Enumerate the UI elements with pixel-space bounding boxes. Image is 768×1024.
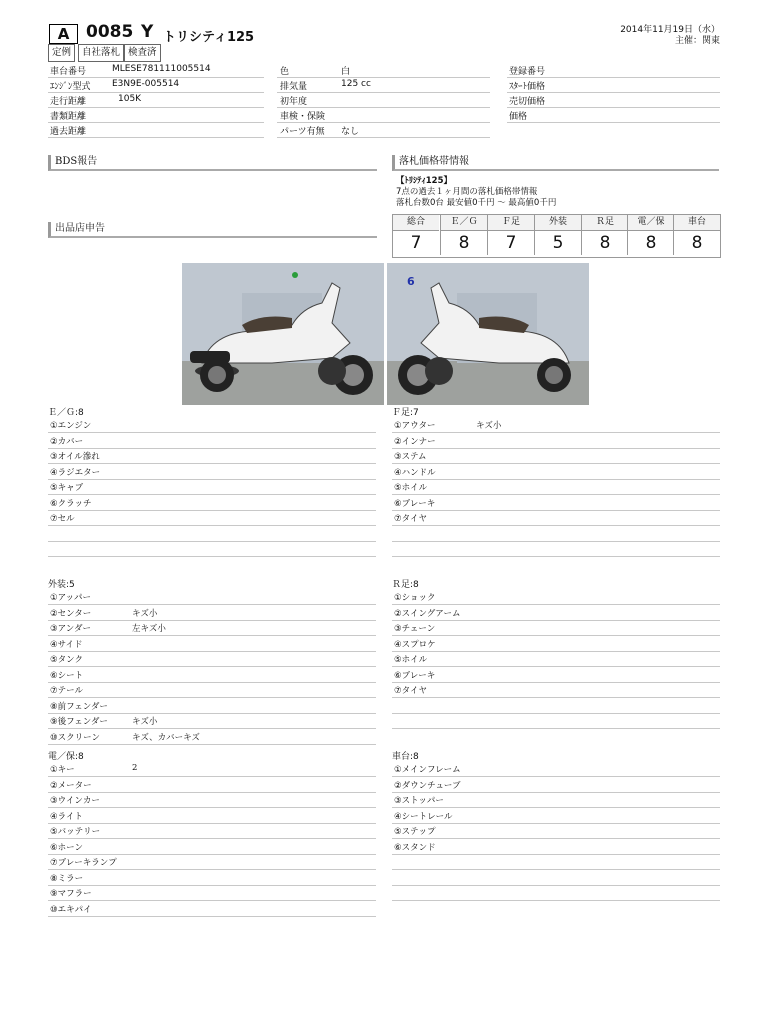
checklist-item: ⑤ホイル (394, 483, 428, 493)
checklist-row (392, 433, 720, 449)
checklist-item: ①ショック (394, 593, 436, 603)
checklist-row (392, 808, 720, 824)
score-label: 車台 (674, 215, 720, 231)
score-value: 5 (552, 233, 564, 253)
checklist-row (392, 589, 720, 605)
checklist-item: ⑥ホーン (50, 842, 83, 853)
frame-checklist-title: 車台:8 (392, 752, 419, 762)
checklist-item: ③ストッパー (394, 796, 444, 806)
checklist-item: ⑥スタンド (394, 842, 436, 853)
checklist-row (48, 901, 376, 917)
checklist-row (48, 636, 376, 652)
info-row-registration-number (507, 63, 720, 78)
info-row-price (507, 108, 720, 123)
checklist-row (392, 792, 720, 808)
score-label: Ｆ足 (488, 215, 534, 231)
scooter-left-image (182, 263, 384, 405)
info-row-start-price (507, 78, 720, 93)
checklist-row (392, 870, 720, 886)
checklist-row (392, 605, 720, 621)
checklist-row (392, 682, 720, 698)
checklist-note: キズ小 (132, 608, 158, 619)
score-label: 総合 (393, 215, 439, 231)
checklist-row (48, 885, 376, 901)
info-label: 書類距離 (50, 112, 87, 122)
checklist-item: ②ダウンチューブ (394, 780, 461, 791)
checklist-item: ②スイングアーム (394, 608, 461, 619)
grade-badge: A (49, 24, 78, 44)
price-info-line1: 7点の過去１ヶ月間の落札価格帯情報 (396, 187, 538, 197)
checklist-item: ⑦テール (50, 686, 83, 696)
score-value: 8 (691, 233, 703, 253)
score-label: 電／保 (628, 215, 674, 231)
checklist-item: ⑦タイヤ (394, 686, 427, 696)
info-row-displacement (277, 78, 490, 93)
engine-checklist-title: Ｅ／Ｇ:8 (48, 408, 84, 418)
info-label: 過去距離 (50, 127, 87, 137)
photo-right-side[interactable] (387, 263, 589, 405)
info-label: 色 (280, 67, 290, 77)
score-label: Ｅ／Ｇ (441, 215, 487, 231)
checklist-item: ④サイド (50, 639, 83, 650)
info-label: 走行距離 (50, 97, 87, 107)
info-value: 白 (341, 67, 351, 77)
checklist-row (392, 667, 720, 683)
checklist-item: ④ハンドル (394, 467, 436, 478)
checklist-row (48, 777, 376, 793)
checklist-item: ③ステム (394, 452, 427, 462)
checklist-item: ⑩スクリーン (50, 732, 100, 743)
checklist-row (48, 526, 376, 542)
info-label: 車検・保険 (280, 112, 326, 122)
score-label: Ｒ足 (582, 215, 628, 231)
checklist-item: ②インナー (394, 436, 436, 447)
checklist-item: ④ライト (50, 811, 83, 822)
checklist-item: ④ラジエター (50, 467, 101, 478)
maker-code: Y (141, 22, 154, 42)
checklist-item: ⑦ブレーキランプ (50, 858, 117, 868)
checklist-note: キズ小 (476, 421, 502, 431)
checklist-item: ⑧ミラー (50, 873, 84, 884)
checklist-note: 2 (132, 763, 138, 773)
checklist-item: ⑩エキパイ (50, 904, 92, 915)
checklist-item: ④スプロケ (394, 639, 436, 650)
photo-left-side[interactable] (182, 263, 384, 405)
checklist-item: ②カバー (50, 436, 84, 447)
checklist-item: ①アウター (394, 421, 436, 431)
info-label: 車台番号 (50, 67, 87, 77)
checklist-item: ③チェーン (394, 624, 436, 634)
score-front (487, 215, 534, 255)
checklist-row (392, 713, 720, 729)
checklist-item: ②メーター (50, 780, 92, 791)
checklist-row (48, 651, 376, 667)
info-value: 105K (118, 94, 142, 104)
model-name: トリシティ125 (163, 30, 255, 45)
info-label: 初年度 (280, 97, 308, 107)
info-label: パーツ有無 (280, 127, 325, 137)
checklist-row (392, 885, 720, 901)
price-info-model: 【ﾄﾘｼﾃｨ125】 (396, 176, 452, 186)
checklist-item: ⑤キャブ (50, 483, 84, 493)
checklist-item: ①アッパー (50, 593, 92, 603)
checklist-item: ⑥ブレーキ (394, 670, 436, 681)
info-value: なし (341, 127, 360, 137)
photo-number-badge: 6 (407, 275, 415, 288)
info-row-first-year (277, 93, 490, 108)
checklist-row (48, 495, 376, 511)
lot-number: 0085 (86, 22, 134, 42)
checklist-row (48, 541, 376, 557)
info-row-engine-type (48, 78, 264, 93)
auction-date: 2014年11月19日（水） (620, 25, 720, 35)
score-value: 8 (458, 233, 470, 253)
checklist-row (48, 713, 376, 729)
checklist-item: ⑤ステップ (394, 827, 436, 837)
checklist-item: ①キー (50, 765, 75, 775)
checklist-row (392, 417, 720, 433)
price-info-line2: 落札台数0台 最安値0千円 ～ 最高値0千円 (396, 198, 557, 208)
info-label: 登録番号 (509, 67, 546, 77)
checklist-row (48, 605, 376, 621)
checklist-row (48, 682, 376, 698)
checklist-item: ⑧前フェンダー (50, 701, 108, 712)
electric-checklist-title: 電／保:8 (48, 752, 84, 762)
checklist-row (48, 433, 376, 449)
info-row-sell-price (507, 93, 720, 108)
checklist-item: ⑥クラッチ (50, 498, 92, 509)
info-row-document-mileage (48, 108, 264, 123)
info-value: E3N9E-005514 (112, 79, 180, 89)
checklist-row (392, 854, 720, 870)
checklist-item: ②センター (50, 608, 92, 619)
front-checklist-title: Ｆ足:7 (392, 408, 419, 418)
checklist-row (48, 792, 376, 808)
info-value: 125 cc (341, 79, 371, 89)
checklist-row (392, 464, 720, 480)
tag-inspected: 検査済 (124, 44, 161, 62)
section-exhibitor-declaration: 出品店申告 (48, 222, 377, 238)
checklist-row (48, 448, 376, 464)
checklist-row (48, 667, 376, 683)
checklist-row (48, 854, 376, 870)
checklist-row (392, 839, 720, 855)
checklist-row (48, 870, 376, 886)
score-value: 7 (410, 233, 422, 253)
checklist-row (392, 761, 720, 777)
checklist-item: ⑨マフラー (50, 889, 92, 899)
checklist-row (48, 510, 376, 526)
info-label: ｽﾀｰﾄ価格 (509, 82, 546, 92)
section-price-info: 落札価格帯情報 (392, 155, 719, 171)
score-frame (673, 215, 720, 255)
checklist-row (48, 808, 376, 824)
score-exterior (534, 215, 581, 255)
checklist-row (392, 777, 720, 793)
checklist-note: 左キズ小 (132, 624, 166, 634)
checklist-row (48, 620, 376, 636)
exterior-checklist-title: 外装:5 (48, 580, 75, 590)
score-label: 外装 (535, 215, 581, 231)
info-row-past-mileage (48, 123, 264, 138)
checklist-item: ④シートレール (394, 811, 453, 822)
info-row-mileage (48, 93, 264, 108)
score-rear (581, 215, 628, 255)
checklist-row (48, 839, 376, 855)
checklist-note: キズ、カバーキズ (132, 732, 200, 743)
checklist-item: ⑦セル (50, 514, 75, 524)
checklist-row (392, 479, 720, 495)
score-overall (393, 215, 439, 255)
checklist-item: ⑦タイヤ (394, 514, 427, 524)
score-value: 8 (645, 233, 657, 253)
checklist-row (48, 464, 376, 480)
info-label: 価格 (509, 112, 528, 122)
checklist-item: ③ウインカー (50, 796, 100, 806)
score-value: 7 (505, 233, 517, 253)
checklist-item: ①エンジン (50, 421, 92, 431)
checklist-row (392, 448, 720, 464)
checklist-row (392, 510, 720, 526)
checklist-row (392, 636, 720, 652)
checklist-row (392, 651, 720, 667)
checklist-row (392, 698, 720, 714)
checklist-row (48, 761, 376, 777)
checklist-row (48, 823, 376, 839)
checklist-item: ⑤バッテリー (50, 827, 101, 837)
checklist-item: ⑥シート (50, 670, 84, 681)
checklist-row (48, 417, 376, 433)
tag-regular: 定例 (48, 44, 75, 62)
checklist-item: ⑥ブレーキ (394, 498, 436, 509)
checklist-row (392, 541, 720, 557)
checklist-row (392, 620, 720, 636)
checklist-row (392, 526, 720, 542)
info-row-color (277, 63, 490, 78)
checklist-row (48, 589, 376, 605)
checklist-item: ③オイル滲れ (50, 452, 100, 462)
info-row-frame-number (48, 63, 264, 78)
info-label: 排気量 (280, 82, 308, 92)
checklist-item: ③アンダー (50, 624, 91, 634)
score-engine (440, 215, 487, 255)
info-row-inspection-insurance (277, 108, 490, 123)
info-label: 売切価格 (509, 97, 546, 107)
checklist-row (48, 479, 376, 495)
info-value: MLESE781111005514 (112, 64, 211, 74)
auction-region: 主催：関東 (674, 36, 720, 46)
checklist-item: ⑤ホイル (394, 655, 428, 665)
score-table (392, 214, 721, 258)
info-label: ｴﾝｼﾞﾝ型式 (50, 82, 91, 92)
score-electric (627, 215, 674, 255)
checklist-row (392, 823, 720, 839)
tag-own-bid: 自社落札 (78, 44, 124, 62)
scooter-right-image (387, 263, 589, 405)
checklist-row (48, 698, 376, 714)
checklist-note: キズ小 (132, 717, 158, 727)
section-bds-report: BDS報告 (48, 155, 377, 171)
score-value: 8 (599, 233, 611, 253)
checklist-row (392, 495, 720, 511)
rear-checklist-title: Ｒ足:8 (392, 580, 419, 590)
checklist-item: ①メインフレーム (394, 765, 461, 775)
checklist-item: ⑨後フェンダー (50, 717, 108, 727)
checklist-item: ⑤タンク (50, 655, 83, 665)
checklist-row (48, 729, 376, 745)
info-row-parts (277, 123, 490, 138)
